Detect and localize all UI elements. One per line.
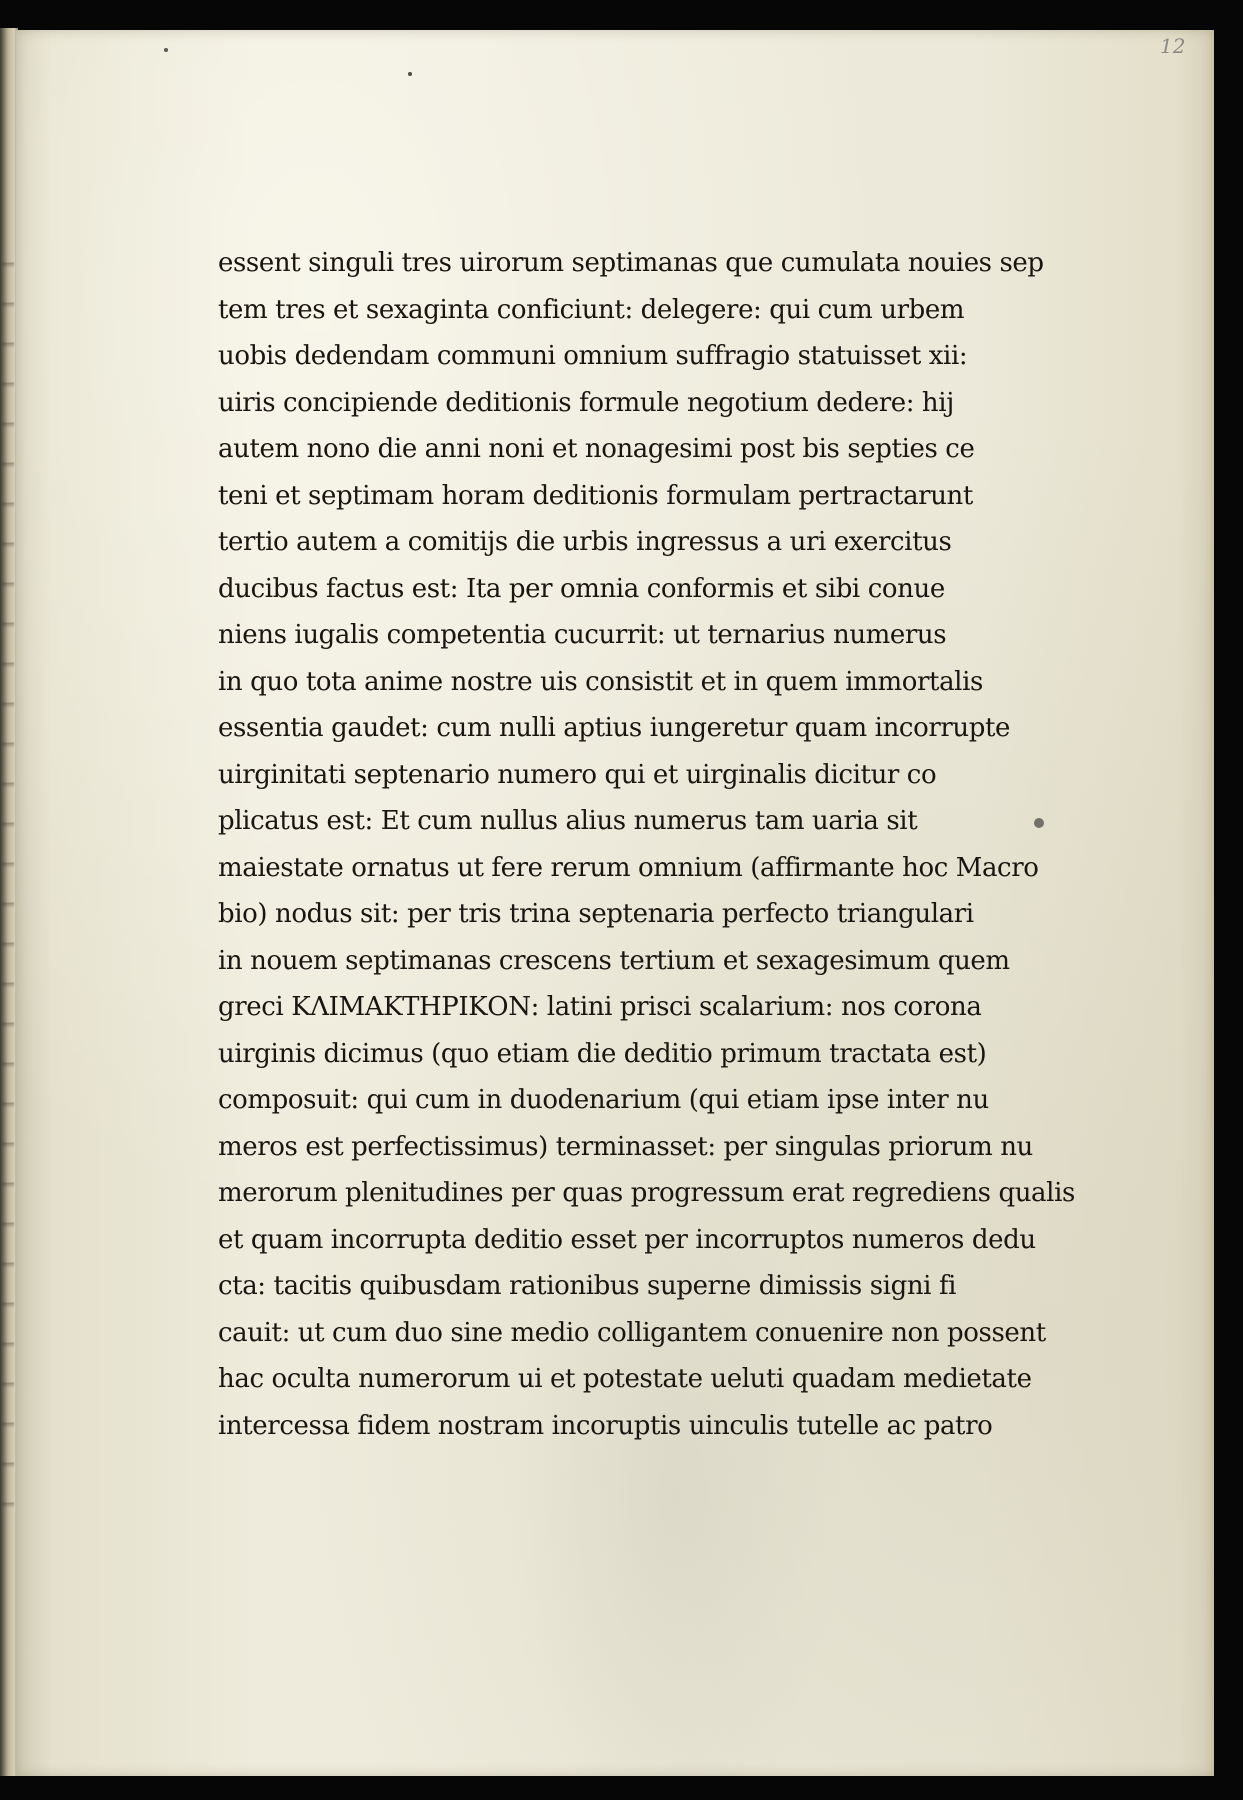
text-line: essent singuli tres uirorum septimanas que cumulata nouies sep: [218, 248, 1044, 278]
text-line: meros est perfectissimus) terminasset: per singulas priorum nu: [218, 1131, 1033, 1162]
text-line: cauit: ut cum duo sine medio colligantem conuenire non possent: [218, 1317, 1046, 1348]
text-line: niens iugalis competentia cucurrit: ut ternarius numerus: [218, 620, 947, 650]
text-line: ducibus factus est: Ita per omnia conformis et sibi conue: [218, 573, 945, 604]
manuscript-page: [16, 30, 1214, 1776]
text-line: plicatus est: Et cum nullus alius numerus tam uaria sit: [218, 806, 918, 836]
page-stain: [1034, 818, 1044, 828]
text-line: tertio autem a comitijs die urbis ingressus a uri exercitus: [218, 527, 952, 557]
text-line: in quo tota anime nostre uis consistit et in quem immortalis: [218, 666, 983, 697]
text-line: bio) nodus sit: per tris trina septenaria perfecto triangulari: [218, 899, 974, 929]
text-block: [218, 240, 1075, 1449]
text-line: composuit: qui cum in duodenarium (qui etiam ipse inter nu: [218, 1085, 989, 1115]
text-line: greci ΚΛΙΜΑΚΤΗΡΙΚΟΝ: latini prisci scalarium: nos corona: [218, 992, 982, 1022]
text-line: essentia gaudet: cum nulli aptius iungeretur quam incorrupte: [218, 713, 1011, 743]
text-line: uobis dedendam communi omnium suffragio statuisset xii:: [218, 341, 968, 371]
text-line: teni et septimam horam deditionis formulam pertractarunt: [218, 480, 973, 511]
ink-dot: [164, 48, 168, 52]
text-line: uirginitati septenario numero qui et uirginalis dicitur co: [218, 759, 937, 790]
folio-number: 12: [1160, 34, 1186, 58]
text-line: et quam incorrupta deditio esset per incorruptos numeros dedu: [218, 1224, 1036, 1255]
text-line: autem nono die anni noni et nonagesimi post bis septies ce: [218, 434, 975, 464]
ink-dot: [408, 72, 412, 76]
text-line: uiris concipiende deditionis formule negotium dedere: hij: [218, 387, 954, 418]
text-line: intercessa fidem nostram incoruptis uinculis tutelle ac patro: [218, 1410, 993, 1441]
text-line: merorum plenitudines per quas progressum erat regrediens qualis: [218, 1178, 1075, 1208]
text-line: in nouem septimanas crescens tertium et sexagesimum quem: [218, 945, 1010, 976]
text-line: tem tres et sexaginta conficiunt: delegere: qui cum urbem: [218, 294, 965, 325]
text-line: hac oculta numerorum ui et potestate ueluti quadam medietate: [218, 1364, 1032, 1394]
adjacent-page-edge-marks: [2, 228, 14, 1528]
text-line: uirginis dicimus (quo etiam die deditio primum tractata est): [218, 1038, 987, 1069]
text-line: cta: tacitis quibusdam rationibus superne dimissis signi fi: [218, 1271, 957, 1301]
text-line: maiestate ornatus ut fere rerum omnium (affirmante hoc Macro: [218, 852, 1039, 883]
